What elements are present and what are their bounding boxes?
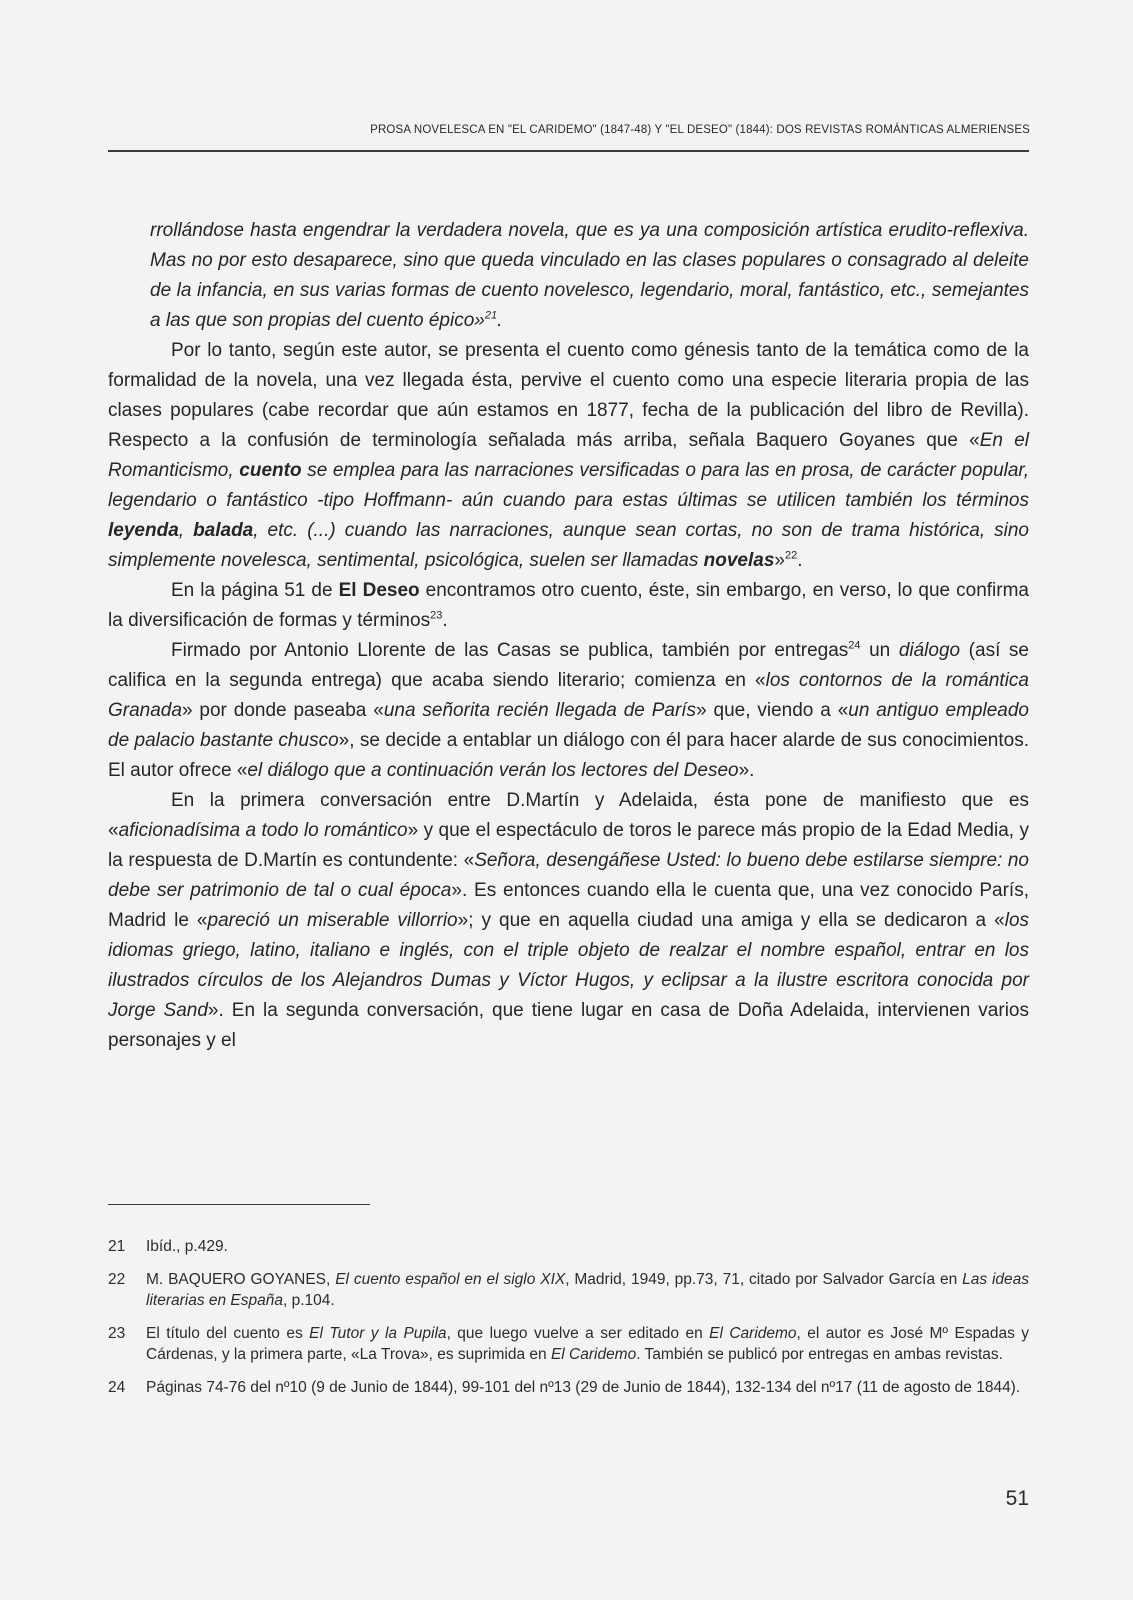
footnote-text [146,1323,1029,1365]
text-run: un [860,640,899,661]
text-run: encontramos otro cuento, éste, sin embargo, en verso, lo que confirma la diversificación de formas y términos [108,580,1029,631]
footnote-text: Páginas 74-76 del nº10 (9 de Junio de 1844), 99-101 del nº13 (29 de Junio de 1844), 132-134 del nº17 (11 de agosto de 1844). [146,1379,1021,1396]
text-run: se emplea para las narraciones versificadas o para las en prosa, de carácter popular, legendario o fantástico -tipo Hoffmann- aún cuando para estas últimas se utilicen también los términos [108,460,1029,511]
italic-text: el diálogo que a continuación verán los lectores del Deseo [247,760,739,781]
bold-term: leyenda [108,520,179,541]
italic-text: El Caridemo [709,1325,797,1342]
italic-text: los idiomas griego, latino, italiano e inglés, con el triple objeto de realzar el nombre español, entrar en los ilustrados círculos de los Alejandros Dumas y Víctor Hugos, y eclipsar a la ilustre escritora conocida por Jorge Sand [108,910,1030,1021]
italic-text: los contornos de la romántica Granada [108,670,1030,721]
block-quote-paragraph: rrollándose hasta engendrar la verdadera novela, que es ya una composición artística erudito-reflexiva. Mas no por esto desaparece, sino que queda vinculado en las clases populares o consagrado al deleite de la infancia, en sus varias formas de cuento novelesco, legendario, moral, fantástico, etc., semejantes a las que son propias del cuento épico»$^{21}$. [150,220,1029,331]
italic-text: Las ideas literarias en España [146,1271,1029,1309]
bold-title: El Deseo [338,580,420,601]
italic-text: Señora, desengáñese Usted: lo bueno debe estilarse siempre: no debe ser patrimonio de tal o cual época [108,850,1029,901]
text-run: . También se publicó por entregas en ambas revistas. [636,1346,1003,1363]
text-run: En la página 51 de [171,580,339,601]
italic-text: aficionadísima a todo lo romántico [118,820,408,841]
paragraph [108,636,1029,786]
paragraph [108,786,1029,1056]
italic-text: El Tutor y la Pupila [309,1325,447,1342]
text-run: , [178,520,194,541]
italic-text: diálogo [898,640,961,661]
italic-text: El cuento español en el siglo XIX [335,1271,566,1288]
footnote-text: Ibíd., p.429. [146,1238,228,1255]
paragraph [108,336,1029,576]
footnote [108,1323,1029,1365]
text-run: . [797,550,803,571]
footnote-number: 21 [108,1238,126,1255]
footnote-number: 23 [108,1325,126,1342]
quote-text [108,430,1029,571]
bold-term: balada [193,520,254,541]
footnote-ref: 24 [848,639,861,652]
running-head: PROSA NOVELESCA EN "EL CARIDEMO" (1847-48) Y "EL DESEO" (1844): DOS REVISTAS ROMÁNTICAS ALMERIENSES [370,124,1030,136]
footnote [108,1269,1029,1311]
text-run: » que, viendo a « [696,700,849,721]
footnote [108,1377,1029,1398]
text-run: » por donde paseaba « [181,700,384,721]
header-rule [108,150,1029,152]
quote-text: rrollándose hasta engendrar la verdadera novela, que es ya una composición artística erudito-reflexiva. Mas no por esto desaparece, sino que queda vinculado en las clases populares o consagrado al deleite de la infancia, en sus varias formas de cuento novelesco, legendario, moral, fantástico, etc., semejantes a las que son propias del cuento épico» [150,220,1029,331]
text-run: , p.104. [283,1292,335,1309]
footnote-number: 24 [108,1379,126,1396]
italic-text: una señorita recién llegada de París [383,700,697,721]
footnote [108,1236,1029,1257]
text-run: (así se califica en la segunda entrega) que acaba siendo literario; comienza en « [108,640,1029,691]
italic-text: pareció un miserable villorrio [207,910,458,931]
footnote-ref: 22 [784,549,798,562]
footnote-number: 22 [108,1271,126,1288]
text-run: , Madrid, 1949, pp.73, 71, citado por Salvador García en [565,1271,963,1288]
text-run: , el autor es José Mº Espadas y Cárdenas, y la primera parte, «La Trova», es suprimida en [146,1325,1030,1363]
footnote-ref: 23 [430,609,443,622]
text-run: , etc. (...) cuando las narraciones, aunque sean cortas, no son de trama histórica, sino simplemente novelesca, sentimental, psicológica, suelen ser llamadas [108,520,1029,571]
text-run: El título del cuento es [146,1325,310,1342]
footnotes [108,1236,1029,1410]
text-run: . [442,610,448,631]
footnote-rule [108,1204,370,1205]
text-run: » y que el espectáculo de toros le parece más propio de la Edad Media, y la respuesta de D.Martín es contundente: « [108,820,1029,871]
body-text [108,216,1029,1056]
paragraph [108,576,1029,636]
bold-term: novelas [703,550,775,571]
text-run: En el Romanticismo, [108,430,1029,481]
text-run: ». Es entonces cuando ella le cuenta que, una vez conocido París, Madrid le « [108,880,1029,931]
text-run: En la primera conversación entre D.Martín y Adelaida, ésta pone de manifiesto que es « [108,790,1029,841]
page-number: 51 [1005,1487,1029,1510]
text-run: ». [738,760,755,781]
text-run: », se decide a entablar un diálogo con él para hacer alarde de sus conocimientos. El autor ofrece « [108,730,1029,781]
italic-text: El Caridemo [550,1346,637,1363]
text-run: Firmado por Antonio Llorente de las Casas se publica, también por entregas [171,640,849,661]
footnote-ref: 21 [484,309,498,322]
text-run: , que luego vuelve a ser editado en [446,1325,710,1342]
text-run: »; y que en aquella ciudad una amiga y ella se dedicaron a « [457,910,1005,931]
text-run: M. BAQUERO GOYANES, [146,1271,336,1288]
bold-term: cuento [239,460,302,481]
text-run: Por lo tanto, según este autor, se presenta el cuento como génesis tanto de la temática como de la formalidad de la novela, una vez llegada ésta, pervive el cuento como una especie literaria propia de las clases populares (cabe recordar que aún estamos en 1877, fecha de la publicación del libro de Revilla). Respecto a la confusión de terminología señalada más arriba, señala Baquero Goyanes que « [108,340,1029,451]
text-run: » [774,550,785,571]
text-run: ». En la segunda conversación, que tiene lugar en casa de Doña Adelaida, intervienen varios personajes y el [108,1000,1029,1051]
italic-text: un antiguo empleado de palacio bastante chusco [108,700,1029,751]
footnote-text [146,1269,1029,1311]
